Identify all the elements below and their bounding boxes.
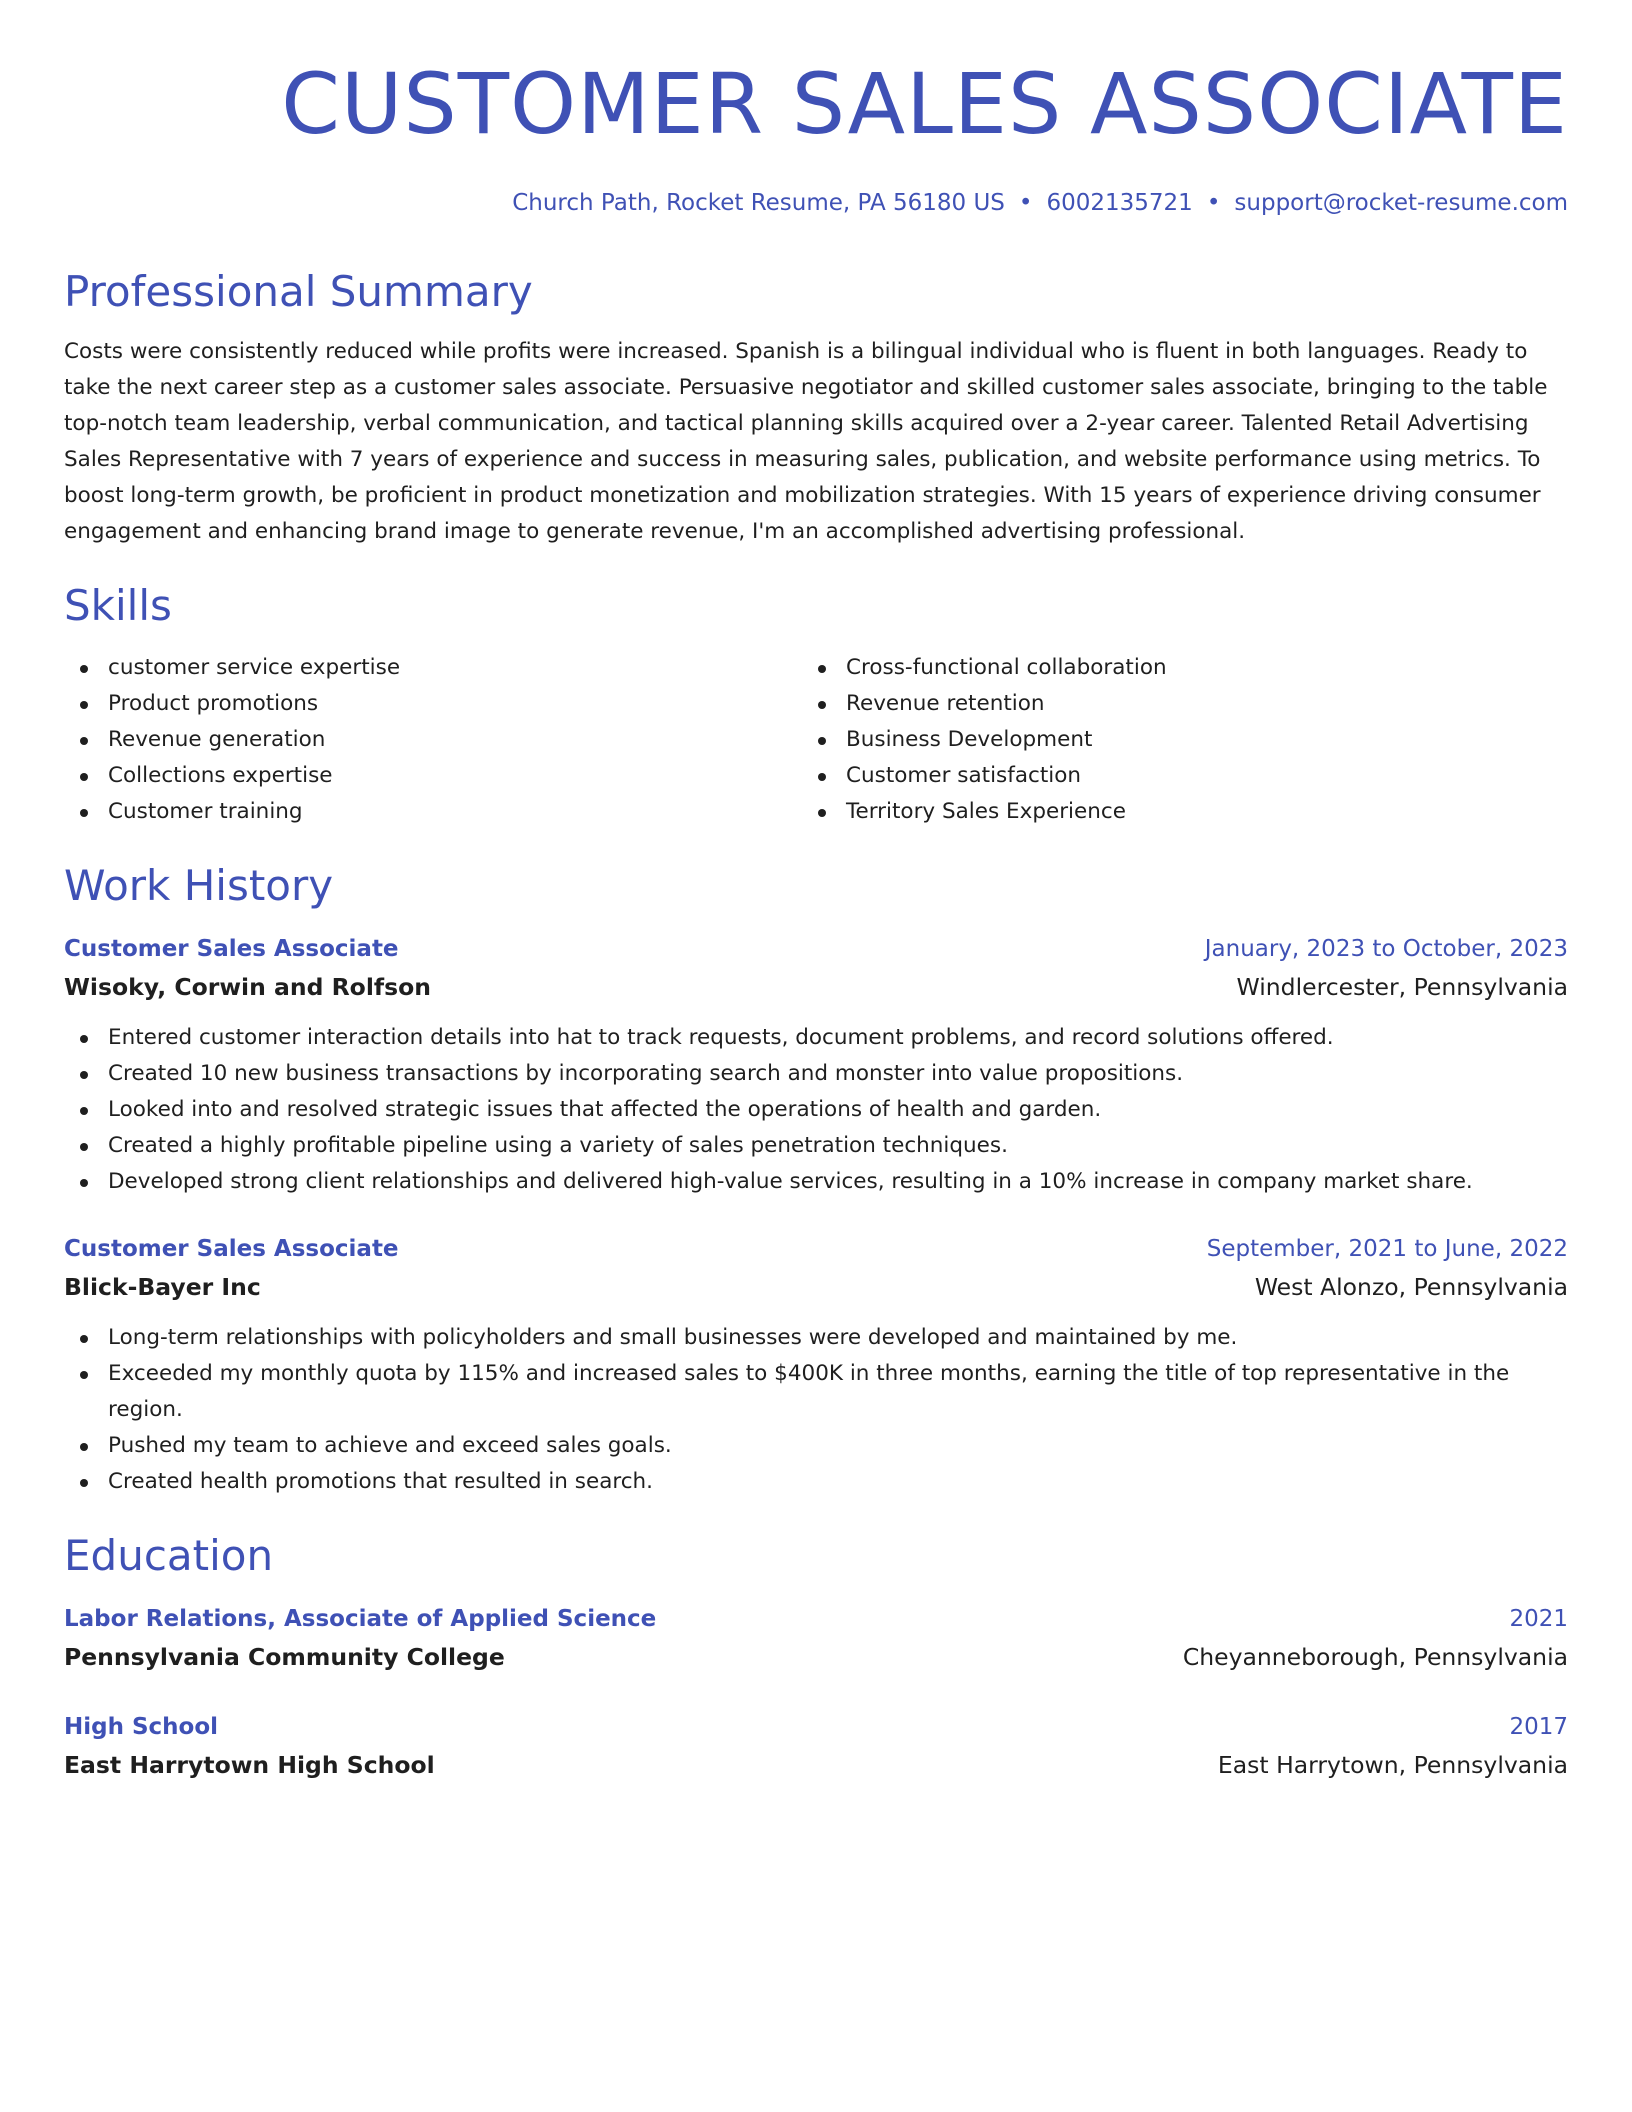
skills-section: [64, 580, 1568, 830]
job-entry: [64, 930, 1568, 1200]
work-section: [64, 860, 1568, 1500]
education-degree: High School: [64, 1714, 219, 1740]
education-school: East Harrytown High School: [64, 1751, 435, 1779]
skill-item: Territory Sales Experience: [802, 794, 1540, 830]
skill-item: Customer satisfaction: [802, 758, 1540, 794]
job-bullet: Created health promotions that resulted in search.: [64, 1464, 1568, 1500]
skill-item: customer service expertise: [64, 650, 802, 686]
job-location: West Alonzo, Pennsylvania: [1254, 1273, 1568, 1301]
skills-list: [64, 650, 1568, 830]
contact-email[interactable]: support@rocket-resume.com: [1234, 190, 1568, 216]
education-school-row: [64, 1746, 1568, 1784]
education-location: East Harrytown, Pennsylvania: [1217, 1751, 1568, 1779]
job-bullet: Created 10 new business transactions by incorporating search and monster into value propositions.: [64, 1056, 1568, 1092]
job-bullet: Long-term relationships with policyholders and small businesses were developed and maintained by me.: [64, 1320, 1568, 1356]
education-year: 2021: [1509, 1606, 1568, 1632]
education-location: Cheyanneborough, Pennsylvania: [1182, 1643, 1568, 1671]
job-company: Wisoky, Corwin and Rolfson: [64, 973, 431, 1001]
skill-item: Revenue retention: [802, 686, 1540, 722]
job-title: Customer Sales Associate: [64, 1236, 399, 1262]
job-title: Customer Sales Associate: [64, 936, 399, 962]
skill-item: Revenue generation: [64, 722, 802, 758]
education-year: 2017: [1509, 1714, 1568, 1740]
contact-separator: •: [1018, 190, 1033, 216]
resume-name: CUSTOMER SALES ASSOCIATE: [281, 55, 1568, 153]
job-company-row: [64, 1268, 1568, 1306]
education-header-row: [64, 1600, 1568, 1638]
skill-item: Business Development: [802, 722, 1540, 758]
job-company-row: [64, 968, 1568, 1006]
job-bullet: Looked into and resolved strategic issues that affected the operations of health and garden.: [64, 1092, 1568, 1128]
summary-text: Costs were consistently reduced while profits were increased. Spanish is a bilingual individual who is fluent in both languages. Ready to take the next career step as a customer sales associate. Persuasive negotiator and skilled customer sales associate, bringing to the table top-notch team leadership, verbal communication, and tactical planning skills acquired over a 2-year career. Talented Retail Advertising Sales Representative with 7 years of experience and success in measuring sales, publication, and website performance using metrics. To boost long-term growth, be proficient in product monetization and mobilization strategies. With 15 years of experience driving consumer engagement and enhancing brand image to generate revenue, I'm an accomplished advertising professional.: [64, 339, 1548, 544]
job-bullet: Created a highly profitable pipeline using a variety of sales penetration techniques.: [64, 1128, 1568, 1164]
job-location: Windlercester, Pennsylvania: [1236, 973, 1568, 1001]
contact-line: [64, 188, 1568, 218]
education-school: Pennsylvania Community College: [64, 1643, 505, 1671]
job-bullets: [64, 1020, 1568, 1200]
skills-column-left: [64, 650, 802, 830]
job-bullet: Pushed my team to achieve and exceed sales goals.: [64, 1428, 1568, 1464]
job-dates: September, 2021 to June, 2022: [1206, 1236, 1568, 1262]
job-header-row: [64, 930, 1568, 968]
summary-heading: Professional Summary: [64, 267, 533, 316]
education-heading: Education: [64, 1531, 274, 1580]
job-bullets: [64, 1320, 1568, 1500]
contact-address: Church Path, Rocket Resume, PA 56180 US: [512, 190, 1005, 216]
education-entry: [64, 1600, 1568, 1676]
work-heading: Work History: [64, 861, 334, 910]
job-entry: [64, 1230, 1568, 1500]
job-bullet: Developed strong client relationships and delivered high-value services, resulting in a 10% increase in company market share.: [64, 1164, 1568, 1200]
job-dates: January, 2023 to October, 2023: [1204, 936, 1568, 962]
education-entry: [64, 1708, 1568, 1784]
job-bullet: Entered customer interaction details into hat to track requests, document problems, and record solutions offered.: [64, 1020, 1568, 1056]
skills-column-right: [802, 650, 1540, 830]
job-company: Blick-Bayer Inc: [64, 1273, 261, 1301]
contact-phone[interactable]: 6002135721: [1046, 190, 1193, 216]
skills-heading: Skills: [64, 581, 172, 630]
skill-item: Collections expertise: [64, 758, 802, 794]
skill-item: Cross-functional collaboration: [802, 650, 1540, 686]
education-section: [64, 1530, 1568, 1784]
skill-item: Customer training: [64, 794, 802, 830]
contact-separator: •: [1206, 190, 1221, 216]
skill-item: Product promotions: [64, 686, 802, 722]
job-bullet: Exceeded my monthly quota by 115% and increased sales to $400K in three months, earning the title of top representative in the region.: [64, 1356, 1568, 1428]
education-school-row: [64, 1638, 1568, 1676]
job-header-row: [64, 1230, 1568, 1268]
education-degree: Labor Relations, Associate of Applied Science: [64, 1606, 657, 1632]
education-header-row: [64, 1708, 1568, 1746]
